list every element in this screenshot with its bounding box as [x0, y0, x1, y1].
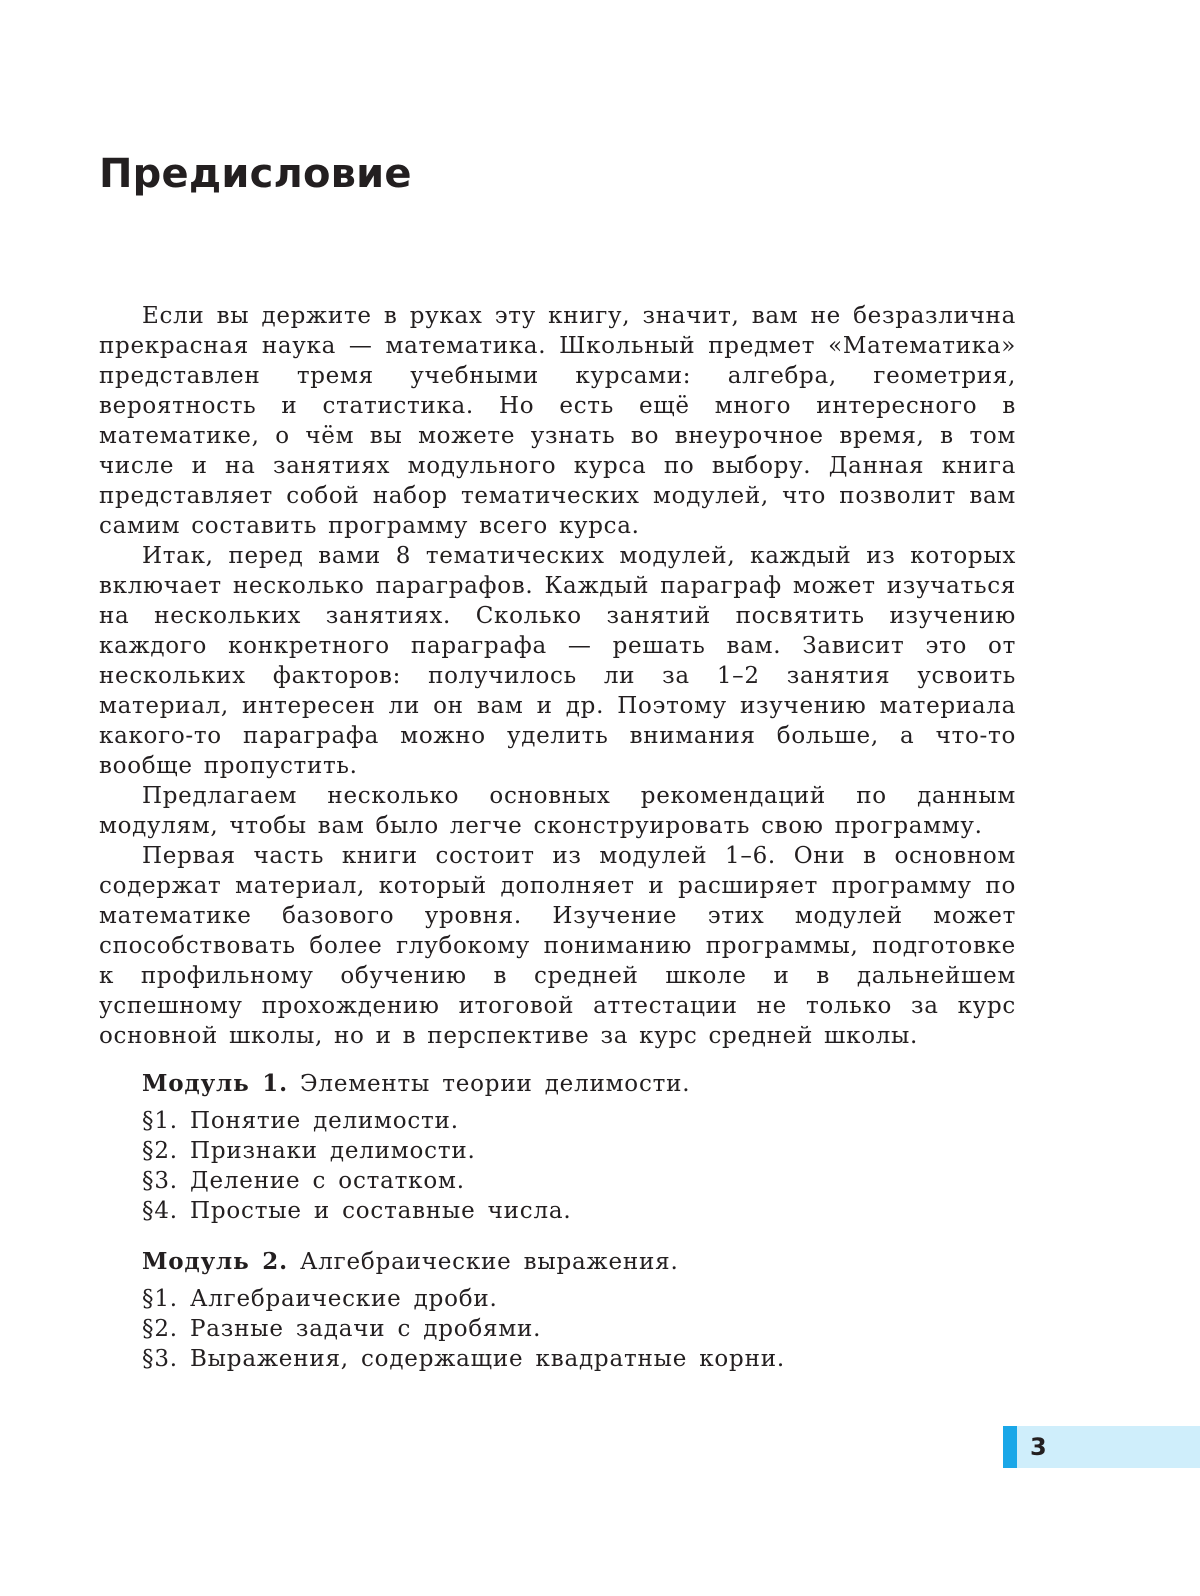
page-title: Предисловие: [99, 151, 412, 197]
section-sign: §: [142, 1168, 155, 1194]
section-sign: §: [142, 1198, 155, 1224]
section-number: 3.: [154, 1346, 178, 1372]
section-item: [142, 1284, 1022, 1314]
paragraph: Если вы держите в руках эту книгу, значит, вам не безразлична прекрасная наука — математика. Школьный предмет «Математика» представлен тремя учебными курсами: алгебра, геометрия, вероятность и статистика. Но есть ещё много интересного в математике, о чём вы можете узнать во внеурочное время, в том числе и на занятиях модульного курса по выбору. Данная книга представляет собой набор тематических модулей, что позволит вам самим составить программу всего курса.: [99, 303, 1016, 539]
module-label: Модуль 2.: [142, 1248, 288, 1275]
page-tab-accent-bar: [1003, 1426, 1017, 1468]
section-item: [142, 1136, 1022, 1166]
module-heading: [142, 1247, 1022, 1277]
module-list: [142, 1069, 1022, 1395]
module-heading: [142, 1069, 1022, 1099]
section-sign: §: [142, 1138, 155, 1164]
section-number: 2.: [154, 1138, 178, 1164]
module-1: [142, 1069, 1022, 1226]
section-item: [142, 1314, 1022, 1344]
section-title: Понятие делимости.: [189, 1108, 459, 1134]
section-sign: §: [142, 1316, 155, 1342]
section-number: 3.: [154, 1168, 178, 1194]
module-name: Элементы теории делимости.: [300, 1071, 691, 1097]
page-number: 3: [1030, 1433, 1047, 1461]
section-title: Простые и составные числа.: [189, 1198, 572, 1224]
paragraph: Итак, перед вами 8 тематических модулей, каждый из которых включает несколько параграфов. Каждый параграф может изучаться на нескольких занятиях. Сколько занятий посвятить изучению каждого конкретного параграфа — решать вам. Зависит это от нескольких факторов: получилось ли за 1–2 занятия усвоить материал, интересен ли он вам и др. Поэтому изучению материала какого-то параграфа можно уделить внимания больше, а что-то вообще пропустить.: [99, 543, 1016, 779]
section-title: Алгебраические дроби.: [189, 1286, 498, 1312]
paragraph: Первая часть книги состоит из модулей 1–6. Они в основном содержат материал, который дополняет и расширяет программу по математике базового уровня. Изучение этих модулей может способствовать более глубокому пониманию программы, подготовке к профильному обучению в средней школе и в дальнейшем успешному прохождению итоговой аттестации не только за курс основной школы, но и в перспективе за курс средней школы.: [99, 843, 1016, 1049]
module-2: [142, 1247, 1022, 1374]
section-item: [142, 1106, 1022, 1136]
section-item: [142, 1344, 1022, 1374]
section-sign: §: [142, 1286, 155, 1312]
section-number: 4.: [154, 1198, 178, 1224]
page-number-tab: [1003, 1426, 1200, 1468]
module-name: Алгебраические выражения.: [300, 1249, 679, 1275]
section-item: [142, 1166, 1022, 1196]
section-item: [142, 1196, 1022, 1226]
section-title: Деление с остатком.: [189, 1168, 465, 1194]
section-number: 2.: [154, 1316, 178, 1342]
preface-body: [99, 301, 1016, 1051]
section-title: Признаки делимости.: [189, 1138, 476, 1164]
section-sign: §: [142, 1108, 155, 1134]
module-label: Модуль 1.: [142, 1070, 288, 1097]
section-sign: §: [142, 1346, 155, 1372]
section-title: Разные задачи с дробями.: [189, 1316, 542, 1342]
paragraph: Предлагаем несколько основных рекомендаций по данным модулям, чтобы вам было легче сконструировать свою программу.: [99, 783, 1016, 839]
section-title: Выражения, содержащие квадратные корни.: [189, 1346, 785, 1372]
section-number: 1.: [154, 1108, 178, 1134]
section-number: 1.: [154, 1286, 178, 1312]
